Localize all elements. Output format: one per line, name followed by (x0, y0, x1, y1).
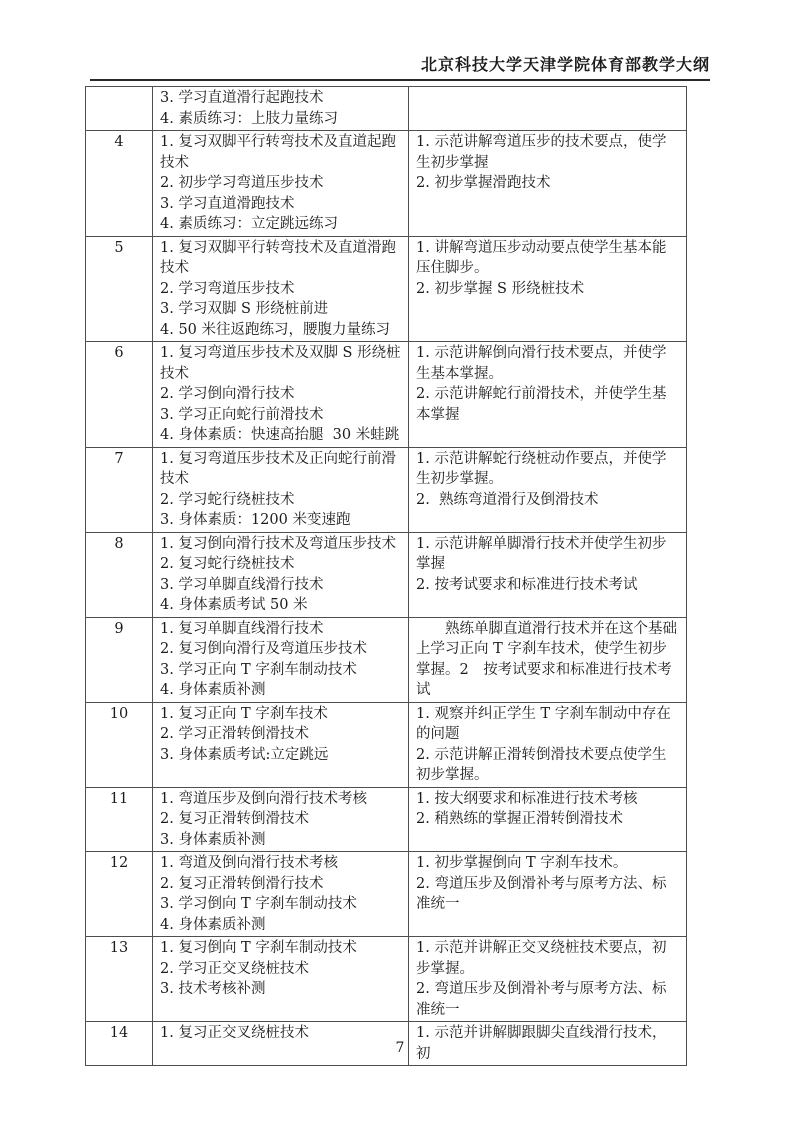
content-line: 4. 素质练习：立定跳远练习 (160, 216, 338, 232)
week-cell: 14 (86, 1022, 153, 1066)
table-row (86, 852, 687, 937)
content-line: 4. 身体素质考试 50 米 (160, 597, 308, 613)
page-title: 北京科技大学天津学院体育部教学大纲 (420, 55, 710, 74)
week-cell: 7 (86, 447, 153, 532)
week-cell: 8 (86, 532, 153, 617)
week-cell (86, 87, 153, 131)
table-row (86, 342, 687, 448)
content-line: 4. 身体素质补测 (160, 682, 266, 698)
content-line: 2. 学习倒向滑行技术 (160, 386, 295, 402)
content-line: 1. 弯道及倒向滑行技术考核 (160, 855, 338, 871)
content-line: 3. 学习双脚 S 形绕桩前进 (160, 301, 329, 317)
content-line: 2. 学习正滑转倒滑技术 (160, 726, 309, 742)
requirement-line: 1. 按大纲要求和标准进行技术考核 (416, 790, 638, 807)
content-line: 3. 技术考核补测 (160, 981, 266, 997)
content-line: 3. 学习正向蛇行前滑技术 (160, 406, 324, 423)
requirement-line: 2. 弯道压步及倒滑补考与原考方法、标准统一 (416, 875, 667, 912)
content-line: 1. 复习倒向滑行技术及弯道压步技术 (160, 535, 396, 552)
requirement-line: 1. 示范并讲解正交叉绕桩技术要点，初步掌握。 (416, 940, 667, 977)
content-line: 1. 复习双脚平行转弯技术及直道起跑技术 (160, 134, 396, 171)
requirements-cell (409, 342, 687, 448)
schedule-table-body (86, 87, 687, 1066)
content-cell (153, 702, 409, 787)
requirement-line: 1. 示范讲解蛇行绕桩动作要点，并使学生初步掌握。 (416, 450, 667, 487)
content-line: 2. 学习弯道压步技术 (160, 280, 295, 297)
content-line: 2. 复习正滑转倒滑技术 (160, 811, 309, 827)
requirement-line: 2. 初步掌握 S 形绕桩技术 (416, 280, 585, 297)
requirement-line: 2. 稍熟练的掌握正滑转倒滑技术 (416, 811, 623, 827)
content-line: 3. 身体素质补测 (160, 831, 266, 848)
week-cell: 4 (86, 131, 153, 237)
week-cell: 10 (86, 702, 153, 787)
content-line: 1. 复习正向 T 字刹车技术 (160, 705, 328, 722)
table-row (86, 532, 687, 617)
content-cell (153, 87, 409, 131)
requirements-cell (409, 236, 687, 342)
table-row (86, 617, 687, 702)
table-row (86, 87, 687, 131)
content-line: 1. 复习倒向 T 字刹车制动技术 (160, 940, 357, 956)
content-line: 1. 复习弯道压步技术及正向蛇行前滑技术 (160, 450, 396, 487)
requirement-line: 2. 示范讲解蛇行前滑技术，并使学生基本掌握 (416, 386, 667, 423)
requirements-cell (409, 532, 687, 617)
header-rule (90, 79, 710, 81)
content-line: 4. 50 米往返跑练习，腰腹力量练习 (160, 321, 391, 338)
content-cell (153, 236, 409, 342)
content-line: 3. 学习直道滑行起跑技术 (160, 90, 324, 106)
requirement-line: 1. 示范讲解弯道压步的技术要点，使学生初步掌握 (416, 134, 667, 171)
requirements-cell (409, 852, 687, 937)
requirement-line: 1. 初步掌握倒向 T 字刹车技术。 (416, 855, 628, 871)
content-line: 1. 复习正交叉绕桩技术 (160, 1025, 309, 1041)
table-row (86, 937, 687, 1022)
content-line: 2. 复习倒向滑行及弯道压步技术 (160, 641, 367, 657)
week-cell: 12 (86, 852, 153, 937)
table-row (86, 702, 687, 787)
content-line: 3. 学习正向 T 字刹车制动技术 (160, 661, 357, 678)
content-line: 4. 身体素质：快速高抬腿 30 米蛙跳 (160, 427, 400, 443)
content-cell (153, 617, 409, 702)
content-cell (153, 447, 409, 532)
requirements-cell (409, 447, 687, 532)
schedule-table (85, 86, 687, 1066)
requirements-cell (409, 617, 687, 702)
requirement-line: 1. 示范讲解倒向滑行技术要点，并使学生基本掌握。 (416, 345, 667, 382)
requirement-line: 1. 讲解弯道压步动动要点使学生基本能压住脚步。 (416, 239, 667, 276)
table-row (86, 236, 687, 342)
requirements-cell (409, 787, 687, 852)
content-line: 2. 学习蛇行绕桩技术 (160, 491, 295, 508)
content-line: 3. 身体素质：1200 米变速跑 (160, 512, 351, 528)
week-cell: 13 (86, 937, 153, 1022)
requirement-line: 2. 熟练弯道滑行及倒滑技术 (416, 491, 599, 508)
content-line: 1. 复习单脚直线滑行技术 (160, 620, 324, 637)
content-line: 2. 学习正交叉绕桩技术 (160, 960, 309, 977)
requirement-line: 2. 按考试要求和标准进行技术考试 (416, 576, 638, 593)
content-line: 1. 复习弯道压步技术及双脚 S 形绕桩技术 (160, 345, 401, 382)
table-row (86, 787, 687, 852)
requirement-line: 熟练单脚直道滑行技术并在这个基础上学习正向 T 字刹车技术，使学生初步掌握。2 按考试要求和标准进行技术考试 (416, 620, 677, 698)
requirement-line: 1. 观察并纠正学生 T 字刹车制动中存在的问题 (416, 705, 671, 742)
requirement-line: 1. 示范讲解单脚滑行技术并使学生初步掌握 (416, 535, 667, 572)
content-line: 2. 初步学习弯道压步技术 (160, 175, 324, 191)
requirement-line: 2. 初步掌握滑跑技术 (416, 175, 551, 191)
content-line: 4. 素质练习：上肢力量练习 (160, 110, 338, 127)
content-line: 2. 复习正滑转倒滑行技术 (160, 875, 324, 892)
content-cell (153, 937, 409, 1022)
requirement-line: 2. 弯道压步及倒滑补考与原考方法、标准统一 (416, 981, 667, 1018)
content-cell (153, 532, 409, 617)
week-cell: 9 (86, 617, 153, 702)
content-line: 3. 学习倒向 T 字刹车制动技术 (160, 896, 357, 912)
content-line: 3. 学习单脚直线滑行技术 (160, 576, 324, 593)
content-line: 1. 弯道压步及倒向滑行技术考核 (160, 790, 367, 807)
content-line: 4. 身体素质补测 (160, 916, 266, 933)
content-cell (153, 852, 409, 937)
requirements-cell (409, 87, 687, 131)
week-cell: 11 (86, 787, 153, 852)
content-line: 3. 身体素质考试:立定跳远 (160, 746, 329, 763)
requirements-cell (409, 937, 687, 1022)
requirement-line: 2. 示范讲解正滑转倒滑技术要点使学生初步掌握。 (416, 746, 667, 783)
week-cell: 5 (86, 236, 153, 342)
content-cell (153, 342, 409, 448)
document-header (90, 52, 710, 75)
table-row (86, 447, 687, 532)
requirements-cell (409, 702, 687, 787)
content-line: 2. 复习蛇行绕桩技术 (160, 556, 295, 572)
content-line: 3. 学习直道滑跑技术 (160, 195, 295, 212)
week-cell: 6 (86, 342, 153, 448)
page-number: 7 (395, 1040, 405, 1056)
requirement-line: 1. 示范并讲解脚跟脚尖直线滑行技术，初 (416, 1025, 667, 1062)
content-cell (153, 131, 409, 237)
content-cell (153, 787, 409, 852)
content-line: 1. 复习双脚平行转弯技术及直道滑跑技术 (160, 239, 396, 276)
table-row (86, 131, 687, 237)
requirements-cell (409, 131, 687, 237)
